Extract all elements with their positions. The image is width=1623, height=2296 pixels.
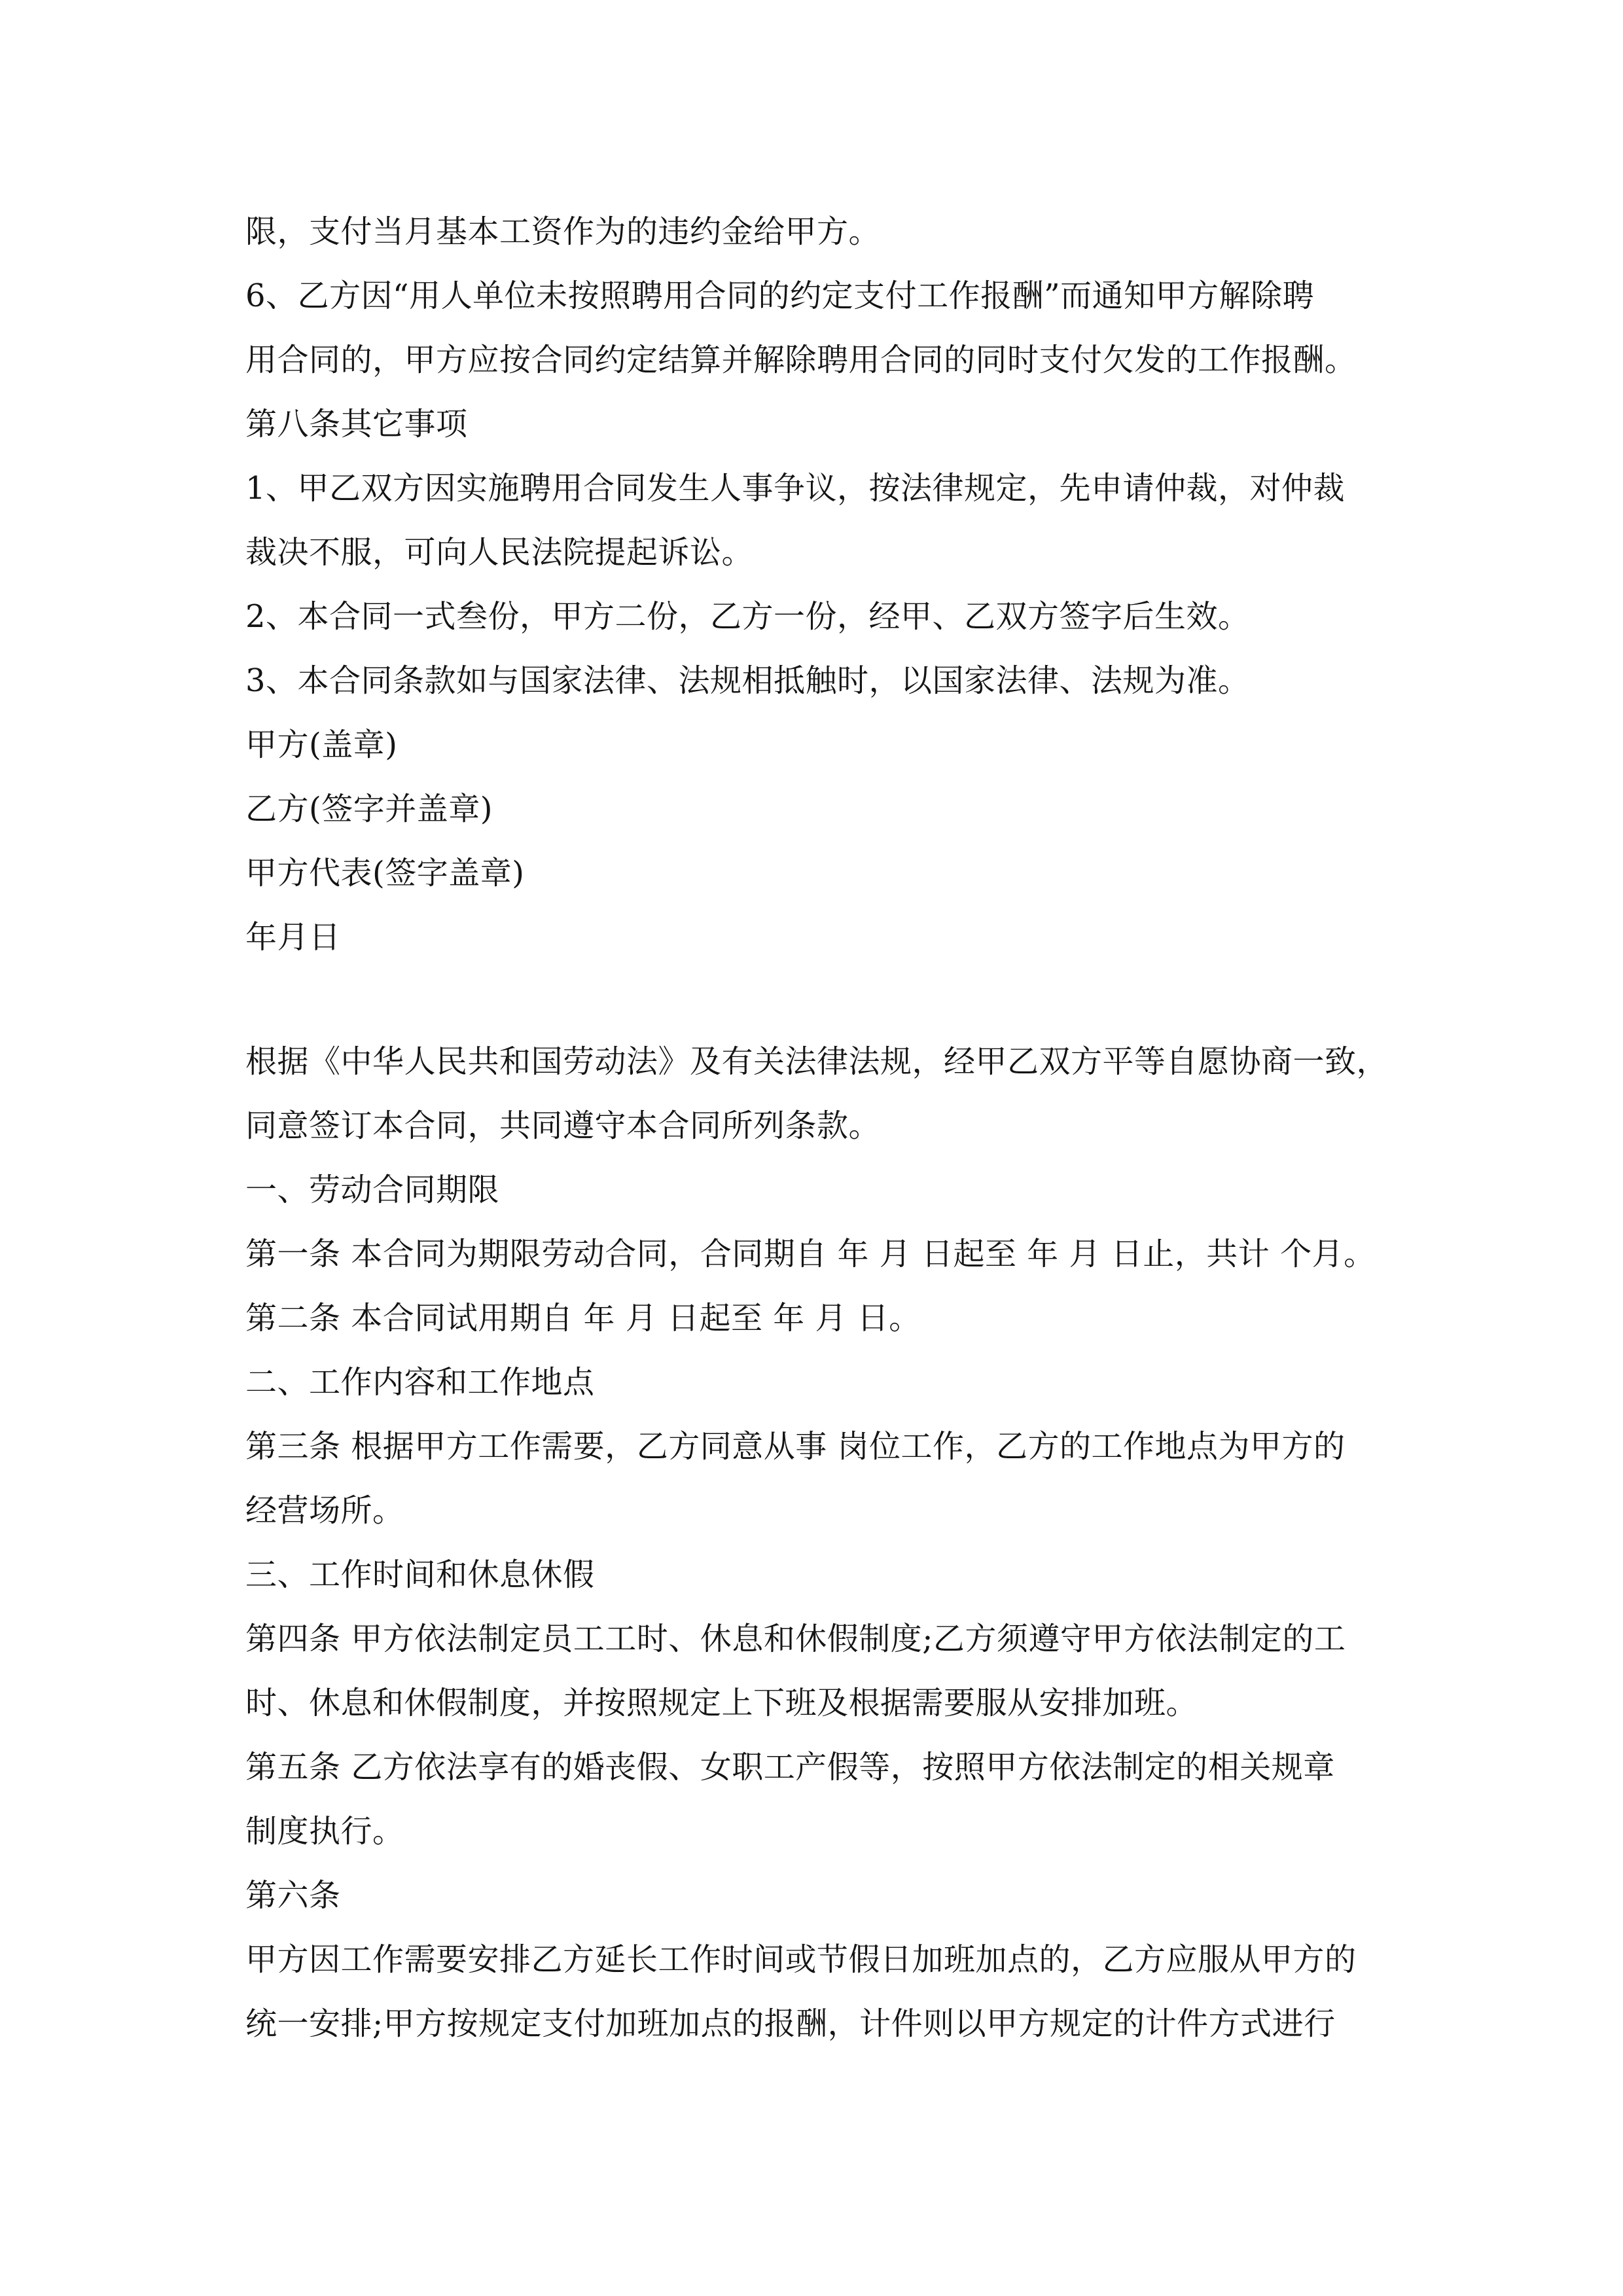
text-line: 根据《中华人民共和国劳动法》及有关法律法规，经甲乙双方平等自愿协商一致， — [245, 1043, 1389, 1080]
labor-contract-section — [245, 1030, 1389, 2056]
text-line: 第一条 本合同为期限劳动合同，合同期自 年 月 日起至 年 月 日止，共计 个月。 — [245, 1236, 1376, 1272]
text-line: 裁决不服，可向人民法院提起诉讼。 — [245, 534, 754, 571]
text-line: 统一安排;甲方按规定支付加班加点的报酬，计件则以甲方规定的计件方式进行 — [245, 2005, 1336, 2042]
signature-date: 年月日 — [245, 919, 341, 956]
section-heading: 三、工作时间和休息休假 — [245, 1556, 595, 1593]
section-heading: 一、劳动合同期限 — [245, 1172, 500, 1208]
text-line: 2、本合同一式叁份，甲方二份，乙方一份，经甲、乙双方签字后生效。 — [245, 598, 1250, 635]
text-line: 经营场所。 — [245, 1492, 404, 1529]
text-line: 同意签订本合同，共同遵守本合同所列条款。 — [245, 1107, 881, 1144]
text-line: 第二条 本合同试用期自 年 月 日起至 年 月 日。 — [245, 1300, 921, 1336]
contract-end-section — [245, 200, 1384, 969]
text-line: 甲方因工作需要安排乙方延长工作时间或节假日加班加点的，乙方应服从甲方的 — [245, 1941, 1357, 1978]
text-line: 第五条 乙方依法享有的婚丧假、女职工产假等，按照甲方依法制定的相关规章 — [245, 1749, 1335, 1785]
text-line: 限，支付当月基本工资作为的违约金给甲方。 — [245, 213, 881, 250]
signature-party-a: 甲方(盖章) — [245, 726, 398, 763]
text-line: 制度执行。 — [245, 1813, 404, 1850]
text-line: 6、乙方因“用人单位未按照聘用合同的约定支付工作报酬”而通知甲方解除聘 — [245, 278, 1315, 314]
text-line: 1、甲乙双方因实施聘用合同发生人事争议，按法律规定，先申请仲裁，对仲裁 — [245, 470, 1346, 507]
text-line: 3、本合同条款如与国家法律、法规相抵触时，以国家法律、法规为准。 — [245, 662, 1250, 699]
signature-party-b: 乙方(签字并盖章) — [245, 791, 493, 827]
text-line: 时、休息和休假制度，并按照规定上下班及根据需要服从安排加班。 — [245, 1685, 1198, 1721]
section-heading: 二、工作内容和工作地点 — [245, 1364, 595, 1401]
article-heading: 第六条 — [245, 1877, 341, 1914]
signature-representative: 甲方代表(签字盖章) — [245, 855, 525, 891]
text-line: 第三条 根据甲方工作需要，乙方同意从事 岗位工作，乙方的工作地点为甲方的 — [245, 1428, 1346, 1465]
text-line: 第四条 甲方依法制定员工工时、休息和休假制度;乙方须遵守甲方依法制定的工 — [245, 1621, 1346, 1657]
article-heading: 第八条其它事项 — [245, 406, 468, 442]
text-line: 用合同的，甲方应按合同约定结算并解除聘用合同的同时支付欠发的工作报酬。 — [245, 342, 1357, 378]
